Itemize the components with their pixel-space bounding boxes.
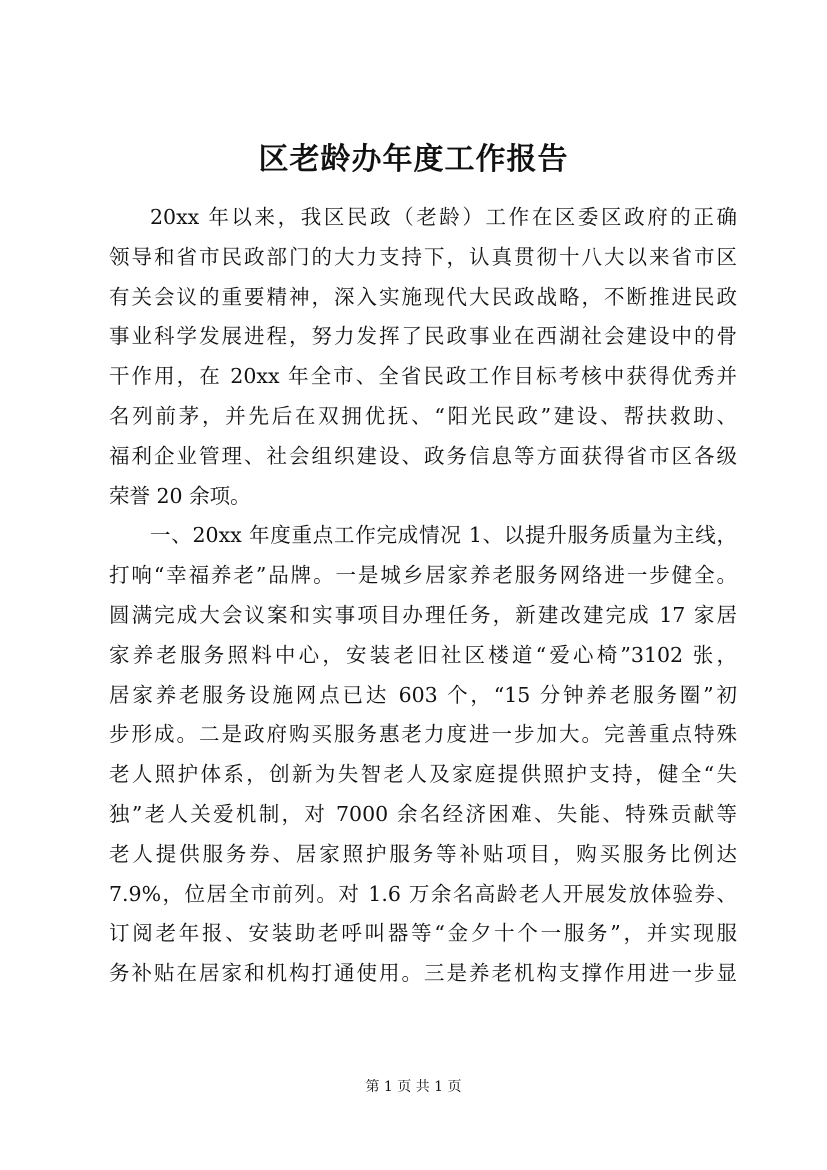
paragraph-line: 名列前茅，并先后在双拥优抚、“阳光民政”建设、帮扶救助、 xyxy=(109,403,737,428)
document-body xyxy=(109,198,737,994)
paragraph-line: 一、20xx 年度重点工作完成情况 1、以提升服务质量为主线， xyxy=(150,523,737,548)
paragraph-line: 打响“幸福养老”品牌。一是城乡居家养老服务网络进一步健全。 xyxy=(109,563,737,588)
paragraph-line: 老人提供服务券、居家照护服务等补贴项目，购买服务比例达 xyxy=(109,841,737,866)
paragraph-line: 家养老服务照料中心，安装老旧社区楼道“爱心椅”3102 张， xyxy=(109,642,737,667)
paragraph-line: 步形成。二是政府购买服务惠老力度进一步加大。完善重点特殊 xyxy=(109,722,737,747)
paragraph-line: 务补贴在居家和机构打通使用。三是养老机构支撑作用进一步显 xyxy=(109,961,737,986)
paragraph-2 xyxy=(109,516,737,994)
paragraph-line: 独”老人关爱机制，对 7000 余名经济困难、失能、特殊贡献等 xyxy=(109,801,737,826)
paragraph-line: 领导和省市民政部门的大力支持下，认真贯彻十八大以来省市区 xyxy=(109,244,737,269)
document-title: 区老龄办年度工作报告 xyxy=(258,142,569,177)
paragraph-line: 荣誉 20 余项。 xyxy=(109,483,251,508)
paragraph-line: 订阅老年报、安装助老呼叫器等“金夕十个一服务”，并实现服 xyxy=(109,921,737,946)
paragraph-line: 老人照护体系，创新为失智老人及家庭提供照护支持，健全“失 xyxy=(109,762,737,787)
paragraph-line: 圆满完成大会议案和实事项目办理任务，新建改建完成 17 家居 xyxy=(109,602,737,627)
paragraph-line: 居家养老服务设施网点已达 603 个，“15 分钟养老服务圈”初 xyxy=(109,682,737,707)
paragraph-1 xyxy=(109,198,737,516)
paragraph-line: 20xx 年以来，我区民政（老龄）工作在区委区政府的正确 xyxy=(150,205,737,229)
page-footer: 第 1 页 共 1 页 xyxy=(365,1079,462,1095)
paragraph-line: 有关会议的重要精神，深入实施现代大民政战略，不断推进民政 xyxy=(109,284,737,309)
paragraph-line: 事业科学发展进程，努力发挥了民政事业在西湖社会建设中的骨 xyxy=(109,324,737,349)
paragraph-line: 7.9%，位居全市前列。对 1.6 万余名高龄老人开展发放体验券、 xyxy=(109,881,737,906)
paragraph-line: 干作用，在 20xx 年全市、全省民政工作目标考核中获得优秀并 xyxy=(109,364,737,389)
paragraph-line: 福利企业管理、社会组织建设、政务信息等方面获得省市区各级 xyxy=(109,443,737,468)
